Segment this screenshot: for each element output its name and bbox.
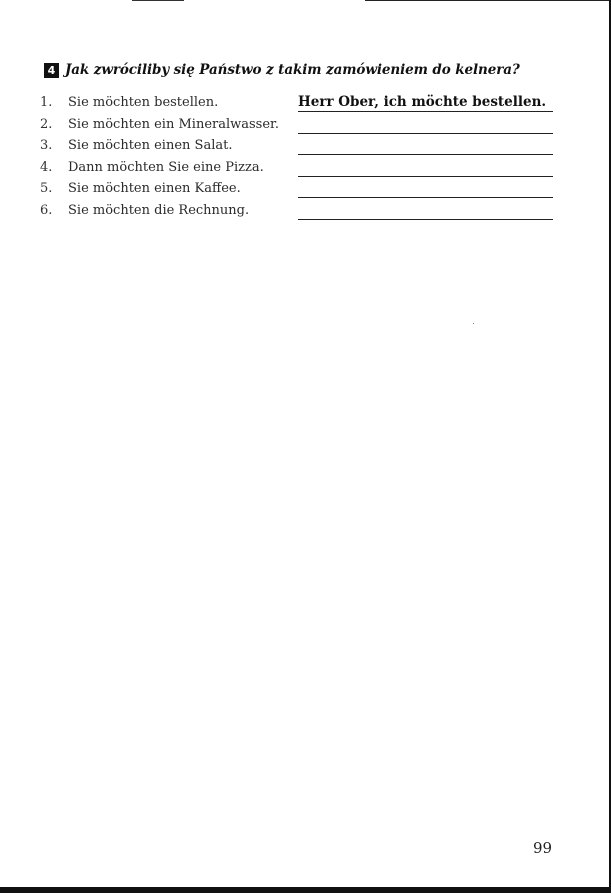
item-number: 1. (40, 95, 53, 110)
exercise-number-badge: 4 (44, 63, 59, 78)
item-prompt: Sie möchten ein Mineralwasser. (68, 116, 279, 132)
answer-line (298, 176, 553, 177)
item-number: 2. (40, 116, 53, 132)
scan-edge-top (365, 0, 611, 1)
item-prompt: Dann möchten Sie eine Pizza. (68, 159, 264, 175)
item-number: 6. (40, 202, 53, 218)
exercise-item-6 (40, 203, 570, 225)
page-number: 99 (533, 839, 553, 857)
answer-line (298, 111, 553, 112)
exercise-item-2 (40, 117, 570, 139)
item-prompt: Sie möchten bestellen. (68, 95, 219, 110)
scan-edge-bottom (0, 887, 611, 893)
exercise-item-3 (40, 138, 570, 160)
item-number: 5. (40, 181, 53, 196)
scan-edge-top-left (132, 0, 184, 1)
exercise-item-5 (40, 181, 570, 203)
exercise-items (40, 95, 570, 224)
exercise-header (44, 62, 520, 78)
item-number: 3. (40, 138, 53, 153)
exercise-item-1 (40, 95, 570, 117)
scan-speck (473, 323, 474, 324)
answer-line (298, 154, 553, 155)
answer-line (298, 197, 553, 198)
exercise-title: Jak zwróciliby się Państwo z takim zamówieniem do kelnera? (65, 62, 520, 78)
item-prompt: Sie möchten einen Salat. (68, 138, 233, 153)
item-prompt: Sie möchten die Rechnung. (68, 202, 250, 218)
answer-line (298, 219, 553, 220)
answer-line (298, 133, 553, 134)
item-number: 4. (40, 159, 53, 175)
item-prompt: Sie möchten einen Kaffee. (68, 181, 241, 196)
item-answer: Herr Ober, ich möchte bestellen. (298, 94, 547, 110)
exercise-item-4 (40, 160, 570, 182)
